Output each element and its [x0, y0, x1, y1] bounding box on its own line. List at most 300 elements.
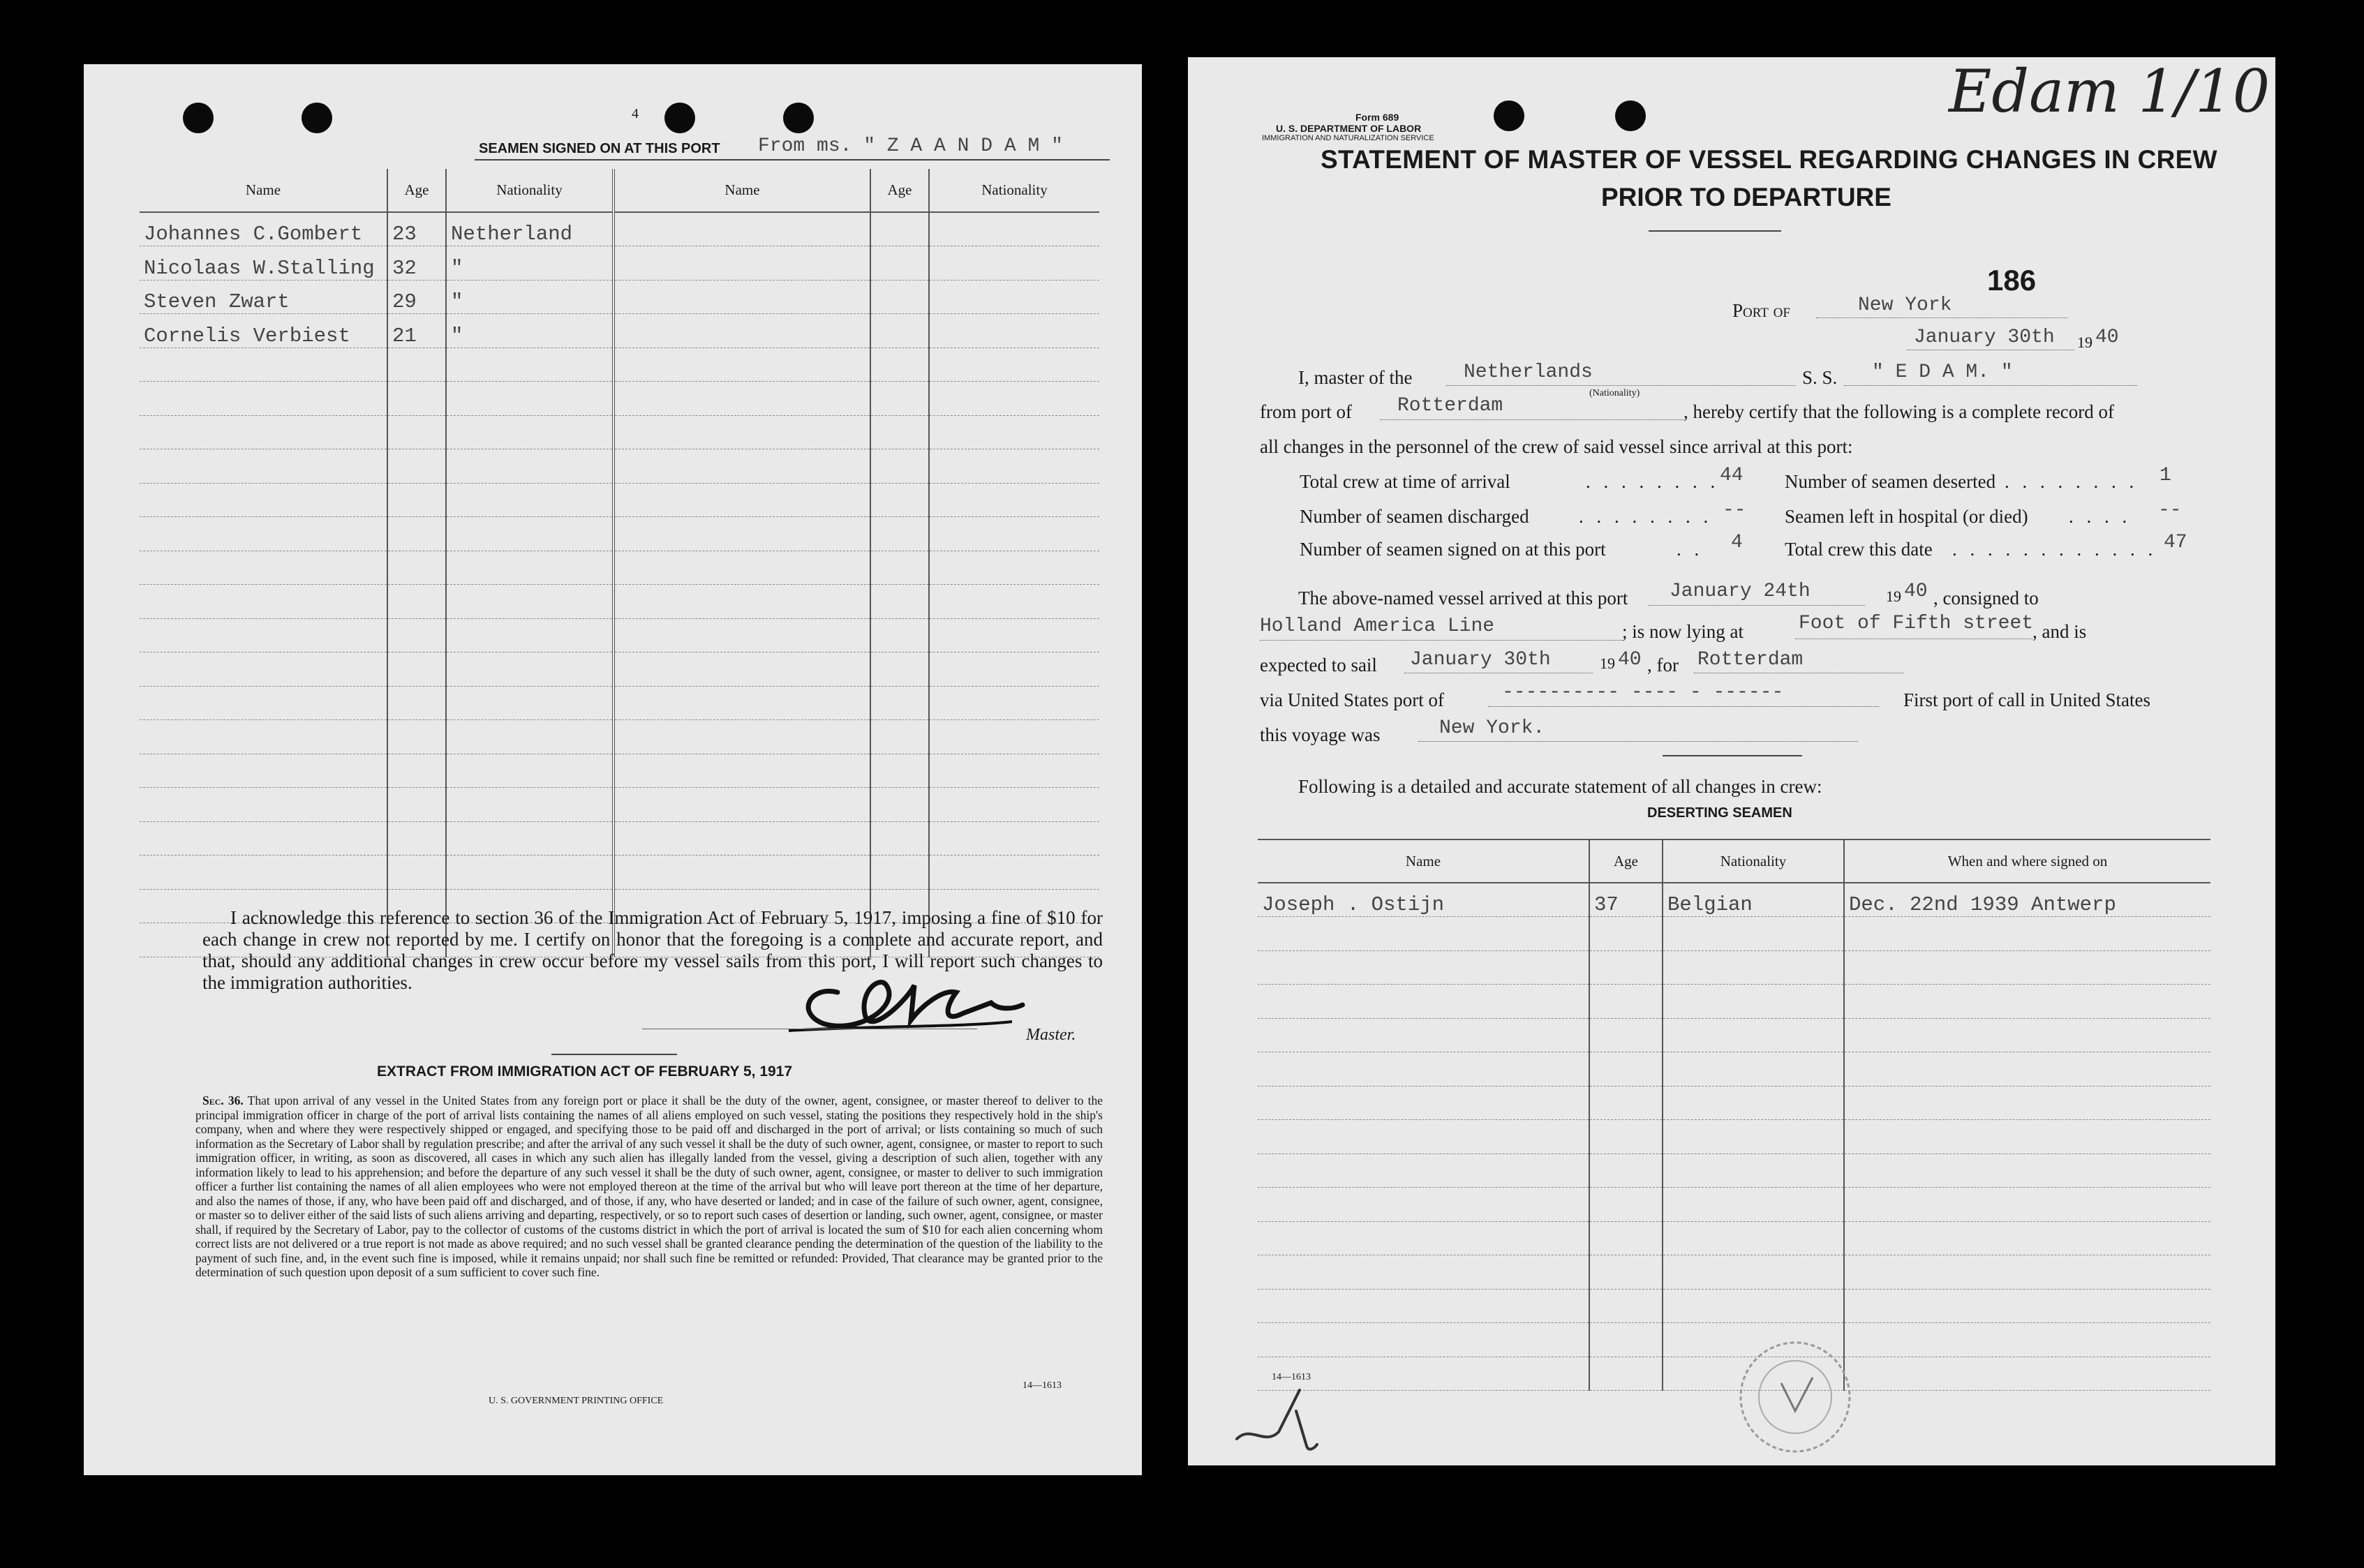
cell-age — [1589, 1289, 1663, 1323]
cell-signed-on — [1844, 1086, 2210, 1120]
leader-dots: . . . . . . . . — [2005, 471, 2139, 492]
cell-nationality — [446, 585, 614, 619]
table-row — [140, 314, 1099, 348]
cell-age — [870, 280, 929, 314]
consignee-fill: Holland America Line — [1260, 615, 1495, 637]
total-crew-arrival-fill: 44 — [1720, 465, 1744, 486]
cell-age — [1589, 1120, 1663, 1154]
fill-line — [1260, 640, 1623, 641]
column-header-nationality: Nationality — [1663, 839, 1844, 883]
cell-age — [870, 314, 929, 348]
cell-signed-on — [1844, 1188, 2210, 1222]
column-header-nationality: Nationality — [929, 169, 1099, 212]
section-label: Sec. 36. — [202, 1093, 244, 1107]
year-fill: 40 — [2095, 327, 2119, 348]
cell-age — [1589, 985, 1663, 1019]
cell-age: 21 — [387, 314, 446, 348]
form-title-line2: PRIOR TO DEPARTURE — [1601, 183, 1891, 211]
fill-line — [1649, 605, 1865, 606]
table-row — [1258, 1221, 2210, 1255]
table-row — [140, 686, 1099, 720]
cell-name: Cornelis Verbiest — [140, 314, 387, 348]
table-row — [140, 618, 1099, 652]
cell-name — [140, 483, 387, 517]
form-title: STATEMENT OF MASTER OF VESSEL REGARDING CHANGES IN CREW — [1321, 145, 2217, 174]
cell-age — [387, 585, 446, 619]
fill-line — [1488, 706, 1879, 707]
cell-age — [870, 551, 929, 585]
cell-signed-on — [1844, 1221, 2210, 1255]
ss-label: S. S. — [1802, 367, 1838, 388]
table-row — [1258, 1289, 2210, 1323]
table-row — [140, 585, 1099, 619]
cell-nationality — [929, 754, 1099, 788]
cell-signed-on — [1844, 1357, 2210, 1391]
cell-name: Nicolaas W.Stalling — [140, 246, 387, 281]
following-text: Following is a detailed and accurate statement of all changes in crew: — [1298, 776, 1822, 797]
serial-number: 186 — [1987, 264, 2037, 297]
table-row — [1258, 1255, 2210, 1290]
cell-age — [870, 517, 929, 551]
cell-nationality: Netherland — [446, 212, 614, 246]
cell-nationality — [929, 821, 1099, 856]
cell-age — [1589, 1086, 1663, 1120]
cell-signed-on — [1844, 1153, 2210, 1188]
port-fill: New York — [1858, 294, 1952, 316]
cell-name — [1258, 1188, 1589, 1222]
cell-nationality — [1663, 1188, 1844, 1222]
cell-name — [614, 821, 870, 856]
seamen-discharged-fill: -- — [1723, 500, 1746, 521]
table-row — [140, 415, 1099, 449]
leader-dots: . . . . — [2069, 506, 2132, 527]
cell-nationality — [446, 449, 614, 484]
cell-nationality — [929, 415, 1099, 449]
fill-line — [1380, 419, 1683, 420]
arrived-year-fill: 40 — [1904, 581, 1928, 602]
cell-name — [140, 618, 387, 652]
cell-name — [1258, 1086, 1589, 1120]
leader-dots: . . . . . . . . . . . . — [1952, 539, 2157, 560]
cell-nationality — [1663, 917, 1844, 951]
cell-nationality — [1663, 950, 1844, 985]
cell-age — [870, 652, 929, 687]
cell-nationality — [929, 212, 1099, 246]
punch-hole — [1615, 100, 1646, 131]
table-row — [140, 856, 1099, 890]
cell-name — [140, 517, 387, 551]
cell-nationality — [929, 856, 1099, 890]
cell-nationality — [446, 415, 614, 449]
heading-rule — [475, 159, 1110, 160]
changes-line: all changes in the personnel of the crew of said vessel since arrival at this port: — [1260, 436, 1853, 457]
cell-nationality — [929, 280, 1099, 314]
cell-nationality — [929, 348, 1099, 382]
cell-nationality: " — [446, 280, 614, 314]
cell-age: 32 — [387, 246, 446, 281]
cell-nationality — [929, 483, 1099, 517]
table-row — [140, 720, 1099, 754]
nationality-caption: (Nationality) — [1589, 388, 1640, 398]
cell-age — [1589, 917, 1663, 951]
leader-dots: . . . . . . . . — [1586, 471, 1720, 492]
cell-nationality — [446, 517, 614, 551]
punch-hole — [783, 103, 814, 133]
cell-name — [140, 449, 387, 484]
leader-dots: . . . . . . . . — [1579, 506, 1713, 527]
seamen-signed-heading: SEAMEN SIGNED ON AT THIS PORT — [479, 141, 720, 156]
printing-office: U. S. GOVERNMENT PRINTING OFFICE — [489, 1396, 664, 1406]
cell-age — [387, 856, 446, 890]
column-header-age: Age — [387, 169, 446, 212]
cell-nationality — [446, 686, 614, 720]
date-fill: January 30th — [1914, 327, 2055, 348]
cell-nationality — [1663, 1086, 1844, 1120]
cell-age — [387, 449, 446, 484]
cell-age — [870, 821, 929, 856]
cell-nationality — [446, 856, 614, 890]
cell-name — [1258, 950, 1589, 985]
table-row — [140, 821, 1099, 856]
cell-nationality — [929, 517, 1099, 551]
cell-name — [1258, 1052, 1589, 1087]
cell-age — [870, 788, 929, 822]
cell-nationality — [929, 720, 1099, 754]
cell-age — [387, 720, 446, 754]
total-crew-date-label: Total crew this date — [1785, 539, 1933, 560]
cell-nationality — [446, 821, 614, 856]
deserting-heading: DESERTING SEAMEN — [1647, 805, 1792, 821]
cell-name — [614, 551, 870, 585]
cell-name — [140, 652, 387, 687]
column-header-name: Name — [1258, 839, 1589, 883]
cell-nationality — [1663, 1052, 1844, 1087]
year-prefix: 19 — [2077, 334, 2092, 351]
nationality-fill: Netherlands — [1464, 361, 1593, 383]
cell-name — [614, 686, 870, 720]
cell-nationality — [929, 382, 1099, 416]
cell-nationality — [929, 246, 1099, 281]
cell-nationality — [929, 551, 1099, 585]
cell-nationality — [1663, 1221, 1844, 1255]
cell-signed-on — [1844, 950, 2210, 985]
sail-label: expected to sail — [1260, 655, 1377, 675]
lying-label: ; is now lying at — [1622, 621, 1744, 642]
cell-name — [614, 246, 870, 281]
column-header-signed-on: When and where signed on — [1844, 839, 2210, 883]
cell-age — [387, 551, 446, 585]
table-header-row — [140, 169, 1099, 212]
cell-age — [387, 382, 446, 416]
table-row — [140, 483, 1099, 517]
service-name: IMMIGRATION AND NATURALIZATION SERVICE — [1262, 134, 1434, 142]
cell-name — [614, 856, 870, 890]
and-is-label: , and is — [2032, 621, 2087, 642]
consigned-label: , consigned to — [1933, 588, 2039, 608]
table-row — [140, 754, 1099, 788]
voyage-port-fill: New York. — [1439, 717, 1545, 739]
cell-name — [614, 212, 870, 246]
table-row — [1258, 1153, 2210, 1188]
cell-nationality — [1663, 1255, 1844, 1290]
cell-name — [614, 585, 870, 619]
cell-name — [140, 686, 387, 720]
cell-nationality: " — [446, 314, 614, 348]
table-row — [140, 551, 1099, 585]
cell-nationality — [929, 618, 1099, 652]
cell-name — [1258, 1255, 1589, 1290]
cell-nationality — [446, 754, 614, 788]
lying-at-fill: Foot of Fifth street — [1799, 613, 2034, 634]
signed-on-label: Number of seamen signed on at this port — [1300, 539, 1606, 560]
cell-name — [614, 652, 870, 687]
section-rule — [1663, 755, 1802, 756]
cell-name — [140, 415, 387, 449]
cell-name — [140, 551, 387, 585]
via-label: via United States port of — [1260, 689, 1444, 710]
inspector-initials — [1230, 1383, 1335, 1460]
cell-signed-on — [1844, 917, 2210, 951]
cell-name — [1258, 1120, 1589, 1154]
cell-age — [870, 483, 929, 517]
table-row — [140, 280, 1099, 314]
cell-age — [1589, 1153, 1663, 1188]
cell-nationality — [446, 618, 614, 652]
fill-line — [1418, 741, 1858, 742]
cell-name — [614, 382, 870, 416]
column-header-name: Name — [140, 169, 387, 212]
cell-age — [1589, 1323, 1663, 1357]
cell-age — [1589, 1018, 1663, 1052]
cell-age — [870, 856, 929, 890]
cell-name — [1258, 1221, 1589, 1255]
cell-signed-on — [1844, 1255, 2210, 1290]
cell-name — [614, 483, 870, 517]
from-port-label: from port of — [1260, 401, 1352, 422]
table-row — [140, 382, 1099, 416]
punch-hole — [183, 103, 214, 133]
port-label: Port of — [1732, 300, 1790, 321]
year-prefix: 19 — [1600, 655, 1615, 672]
fill-line — [1446, 385, 1795, 386]
cell-nationality — [446, 551, 614, 585]
destination-fill: Rotterdam — [1697, 649, 1804, 671]
cell-age — [870, 585, 929, 619]
deserted-fill: 1 — [2159, 465, 2171, 486]
cell-age — [387, 788, 446, 822]
cell-name — [614, 788, 870, 822]
department-name: U. S. DEPARTMENT OF LABOR — [1276, 123, 1422, 134]
cell-nationality — [929, 314, 1099, 348]
cell-age — [387, 618, 446, 652]
cell-nationality — [1663, 1289, 1844, 1323]
punch-hole — [664, 103, 695, 133]
column-header-age: Age — [1589, 839, 1663, 883]
cell-nationality — [446, 720, 614, 754]
cell-age — [1589, 1188, 1663, 1222]
cell-name — [140, 585, 387, 619]
table-row — [140, 652, 1099, 687]
cell-signed-on — [1844, 1323, 2210, 1357]
cell-age — [387, 754, 446, 788]
certify-text: , hereby certify that the following is a complete record of — [1683, 401, 2115, 422]
from-port-fill: Rotterdam — [1397, 395, 1503, 417]
cell-name — [614, 415, 870, 449]
cell-age — [387, 517, 446, 551]
table-row — [140, 788, 1099, 822]
cell-name — [140, 788, 387, 822]
page-number: 4 — [632, 106, 639, 121]
cell-signed-on: Dec. 22nd 1939 Antwerp — [1844, 883, 2210, 917]
cell-name — [614, 517, 870, 551]
seamen-discharged-label: Number of seamen discharged — [1300, 506, 1529, 527]
table-row — [1258, 985, 2210, 1019]
cell-name: Johannes C.Gombert — [140, 212, 387, 246]
signed-on-fill: 4 — [1731, 532, 1743, 553]
cell-age — [1589, 950, 1663, 985]
cell-name — [614, 754, 870, 788]
cell-age — [387, 652, 446, 687]
column-header-nationality: Nationality — [446, 169, 614, 212]
voyage-label: this voyage was — [1260, 724, 1381, 745]
table-row — [1258, 917, 2210, 951]
cell-age — [870, 686, 929, 720]
right-page — [1188, 57, 2275, 1465]
column-header-name: Name — [614, 169, 870, 212]
master-of-label: I, master of the — [1298, 367, 1413, 388]
cell-age — [387, 483, 446, 517]
cell-nationality — [929, 449, 1099, 484]
cell-nationality — [1663, 985, 1844, 1019]
table-row — [1258, 1120, 2210, 1154]
form-number: Form 689 — [1355, 112, 1399, 123]
cell-age: 23 — [387, 212, 446, 246]
table-row — [1258, 950, 2210, 985]
total-crew-arrival-label: Total crew at time of arrival — [1300, 471, 1510, 492]
cell-name — [140, 754, 387, 788]
table-row — [1258, 1086, 2210, 1120]
cell-nationality — [1663, 1153, 1844, 1188]
for-label: , for — [1647, 655, 1679, 675]
leader-dots: . . — [1677, 539, 1704, 560]
cell-age — [387, 415, 446, 449]
cell-name: Steven Zwart — [140, 280, 387, 314]
cell-age — [387, 348, 446, 382]
table-row — [1258, 1052, 2210, 1087]
table-row — [1258, 1188, 2210, 1222]
cell-nationality — [446, 788, 614, 822]
punch-hole — [302, 103, 332, 133]
cell-signed-on — [1844, 1052, 2210, 1087]
hospital-fill: -- — [2158, 500, 2182, 521]
cell-nationality — [446, 348, 614, 382]
section-rule — [551, 1054, 677, 1055]
cell-nationality — [446, 483, 614, 517]
cell-name — [1258, 985, 1589, 1019]
extract-heading: EXTRACT FROM IMMIGRATION ACT OF FEBRUARY 5, 1917 — [377, 1063, 793, 1080]
cell-nationality — [929, 585, 1099, 619]
cell-name — [1258, 1153, 1589, 1188]
cell-signed-on — [1844, 1289, 2210, 1323]
source-vessel-fill: From ms. " Z A A N D A M " — [758, 135, 1063, 157]
cell-age — [1589, 1255, 1663, 1290]
cell-age — [387, 686, 446, 720]
year-prefix: 19 — [1886, 588, 1901, 605]
cell-age — [870, 212, 929, 246]
cell-age — [870, 415, 929, 449]
sail-date-fill: January 30th — [1410, 649, 1551, 671]
cell-age — [870, 246, 929, 281]
form-code: 14—1613 — [1023, 1380, 1062, 1391]
cell-name — [140, 720, 387, 754]
handwritten-note: Edam 1/10 — [1949, 57, 2270, 126]
arrived-date-fill: January 24th — [1670, 581, 1811, 602]
hospital-label: Seamen left in hospital (or died) — [1785, 506, 2028, 527]
cell-name — [140, 821, 387, 856]
statute-text — [195, 1093, 1103, 1280]
cell-nationality — [446, 382, 614, 416]
cell-nationality: " — [446, 246, 614, 281]
cell-name — [1258, 1289, 1589, 1323]
left-page — [84, 64, 1142, 1475]
cell-name — [1258, 917, 1589, 951]
cell-nationality — [929, 686, 1099, 720]
cell-name — [614, 720, 870, 754]
total-crew-date-fill: 47 — [2164, 532, 2187, 553]
cell-name — [614, 449, 870, 484]
cell-nationality — [929, 652, 1099, 687]
punch-hole — [1494, 100, 1524, 131]
cell-nationality — [446, 652, 614, 687]
via-port-fill: ---------- ---- - ------ — [1502, 682, 1784, 703]
cell-age — [870, 348, 929, 382]
signed-on-table — [140, 169, 1099, 957]
cell-age — [870, 720, 929, 754]
cell-name: Joseph . Ostijn — [1258, 883, 1589, 917]
official-stamp — [1725, 1334, 1865, 1460]
cell-nationality — [1663, 1120, 1844, 1154]
cell-signed-on — [1844, 1120, 2210, 1154]
cell-nationality — [1663, 1018, 1844, 1052]
table-row — [1258, 1018, 2210, 1052]
vessel-fill: " E D A M. " — [1872, 361, 2013, 383]
table-row — [140, 212, 1099, 246]
cell-nationality — [929, 788, 1099, 822]
table-row — [1258, 883, 2210, 917]
column-header-age: Age — [870, 169, 929, 212]
cell-name — [614, 280, 870, 314]
cell-name — [140, 382, 387, 416]
table-row — [140, 246, 1099, 281]
cell-name — [1258, 1018, 1589, 1052]
form-code: 14—1613 — [1272, 1372, 1311, 1382]
cell-age — [870, 754, 929, 788]
cell-name — [614, 314, 870, 348]
table-row — [140, 348, 1099, 382]
cell-age — [870, 449, 929, 484]
cell-nationality: Belgian — [1663, 883, 1844, 917]
cell-age — [870, 618, 929, 652]
cell-name — [1258, 1323, 1589, 1357]
cell-name — [614, 348, 870, 382]
master-label: Master. — [1026, 1026, 1076, 1044]
deserted-label: Number of seamen deserted — [1785, 471, 1996, 492]
deserting-seamen-table — [1258, 839, 2210, 1391]
arrived-label: The above-named vessel arrived at this port — [1298, 588, 1628, 608]
cell-name — [140, 856, 387, 890]
cell-age — [1589, 1052, 1663, 1087]
cell-name — [140, 348, 387, 382]
